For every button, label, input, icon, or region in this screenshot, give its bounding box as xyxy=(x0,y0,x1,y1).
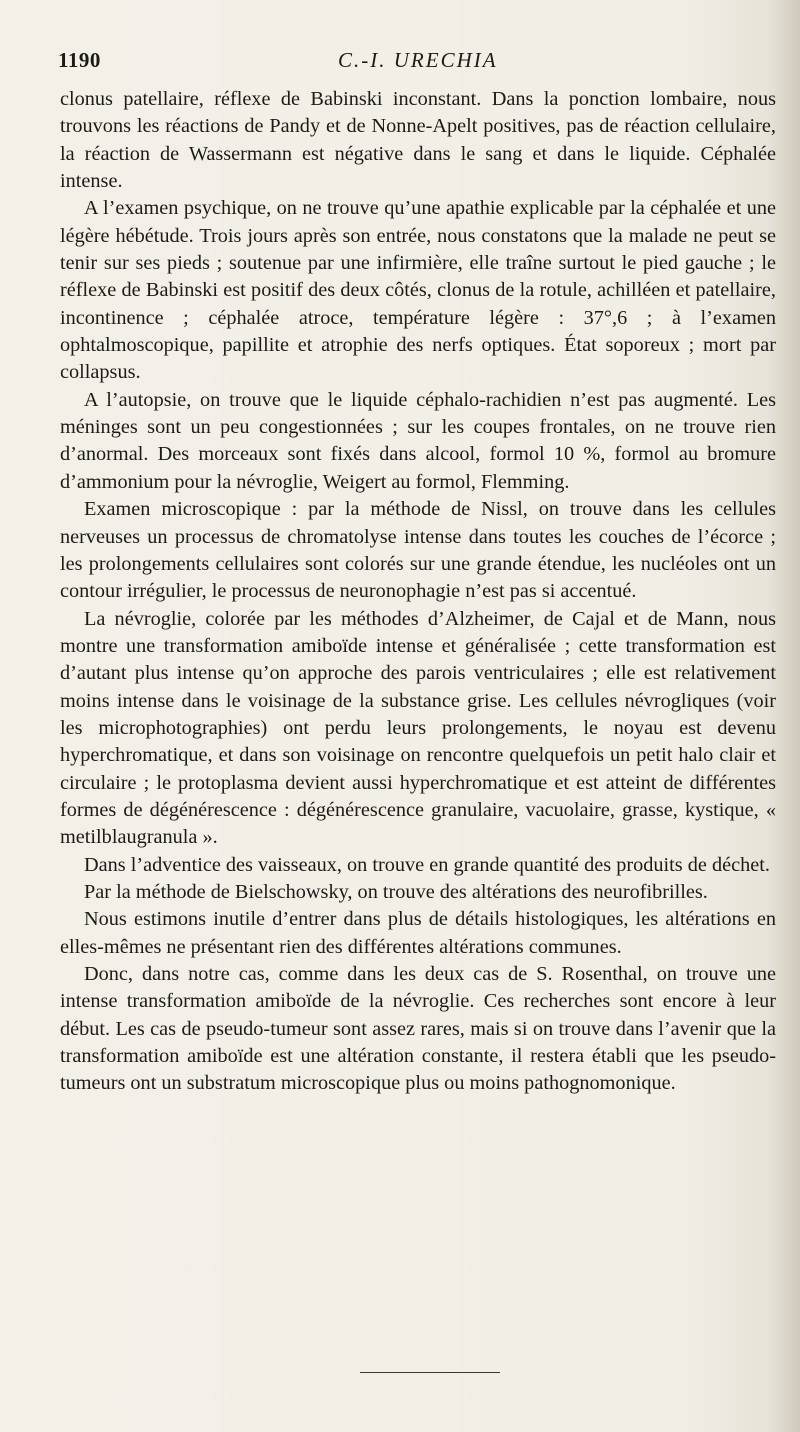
paragraph: Par la méthode de Bielschowsky, on trouve des altérations des neurofibrilles. xyxy=(84,880,708,903)
paragraph: A l’autopsie, on trouve que le liquide céphalo-rachidien n’est pas augmenté. Les méninges sont un peu congestionnées ; sur les coupes frontales, on ne trouve rien d’anormal. Des morceaux sont fixés dans alcool, formol 10 %, formol au bromure d’ammonium pour la névroglie, Weigert au formol, Flemming. xyxy=(60,388,776,493)
paragraph: La névroglie, colorée par les méthodes d’Alzheimer, de Cajal et de Mann, nous montre une transformation amiboïde intense et généralisée ; cette transformation est d’autant plus intense qu’on approche des parois ventriculaires ; elle est relativement moins intense dans le voisinage de la substance grise. Les cellules névrogliques (voir les microphotographies) ont perdu leurs prolongements, le noyau est devenu hyperchromatique, et dans son voisinage on rencontre quelquefois un petit halo clair et circulaire ; le protoplasma devient aussi hyperchromatique et est atteint de différentes formes de dégénérescence : dégénérescence granulaire, vacuolaire, grasse, kystique, « metilblaugranula ». xyxy=(60,607,776,849)
paragraph: Examen microscopique : par la méthode de Nissl, on trouve dans les cellules nerveuses un processus de chromatolyse intense dans toutes les couches de l’écorce ; les prolongements cellulaires sont colorés sur une grande étendue, les nucléoles ont un contour irrégulier, le processus de neuronophagie n’est pas si accentué. xyxy=(60,498,776,603)
paragraph: Donc, dans notre cas, comme dans les deux cas de S. Rosenthal, on trouve une intense transformation amiboïde de la névroglie. Ces recherches sont encore à leur début. Les cas de pseudo-tumeur sont assez rares, mais si on trouve dans l’avenir que la transformation amiboïde est une altération constante, il restera établi que les pseudo-tumeurs ont un substratum microscopique plus ou moins pathognomonique. xyxy=(60,963,776,1095)
closing-rule xyxy=(360,1372,500,1373)
body-text xyxy=(60,86,776,1098)
paragraph: A l’examen psychique, on ne trouve qu’une apathie explicable par la céphalée et une légère hébétude. Trois jours après son entrée, nous constatons que la malade ne peut se tenir sur ses pieds ; soutenue par une infirmière, elle traîne surtout le pied gauche ; le réflexe de Babinski est positif des deux côtés, clonus de la rotule, achilléen et patellaire, incontinence ; céphalée atroce, température légère : 37°,6 ; à l’examen ophtalmoscopique, papillite et atrophie des nerfs optiques. État soporeux ; mort par collapsus. xyxy=(60,197,776,384)
paragraph: clonus patellaire, réflexe de Babinski inconstant. Dans la ponction lombaire, nous trouvons les réactions de Pandy et de Nonne-Apelt positives, pas de réaction cellulaire, la réaction de Wassermann est négative dans le sang et dans le liquide. Céphalée intense. xyxy=(60,88,776,193)
page-header xyxy=(58,44,758,76)
page-number: 1190 xyxy=(58,48,101,72)
paragraph: Dans l’adventice des vaisseaux, on trouve en grande quantité des produits de déchet. xyxy=(84,853,770,876)
paragraph: Nous estimons inutile d’entrer dans plus de détails histologiques, les altérations en elles-mêmes ne présentant rien des différentes altérations communes. xyxy=(60,908,776,958)
running-head: C.-I. URECHIA xyxy=(338,48,498,72)
